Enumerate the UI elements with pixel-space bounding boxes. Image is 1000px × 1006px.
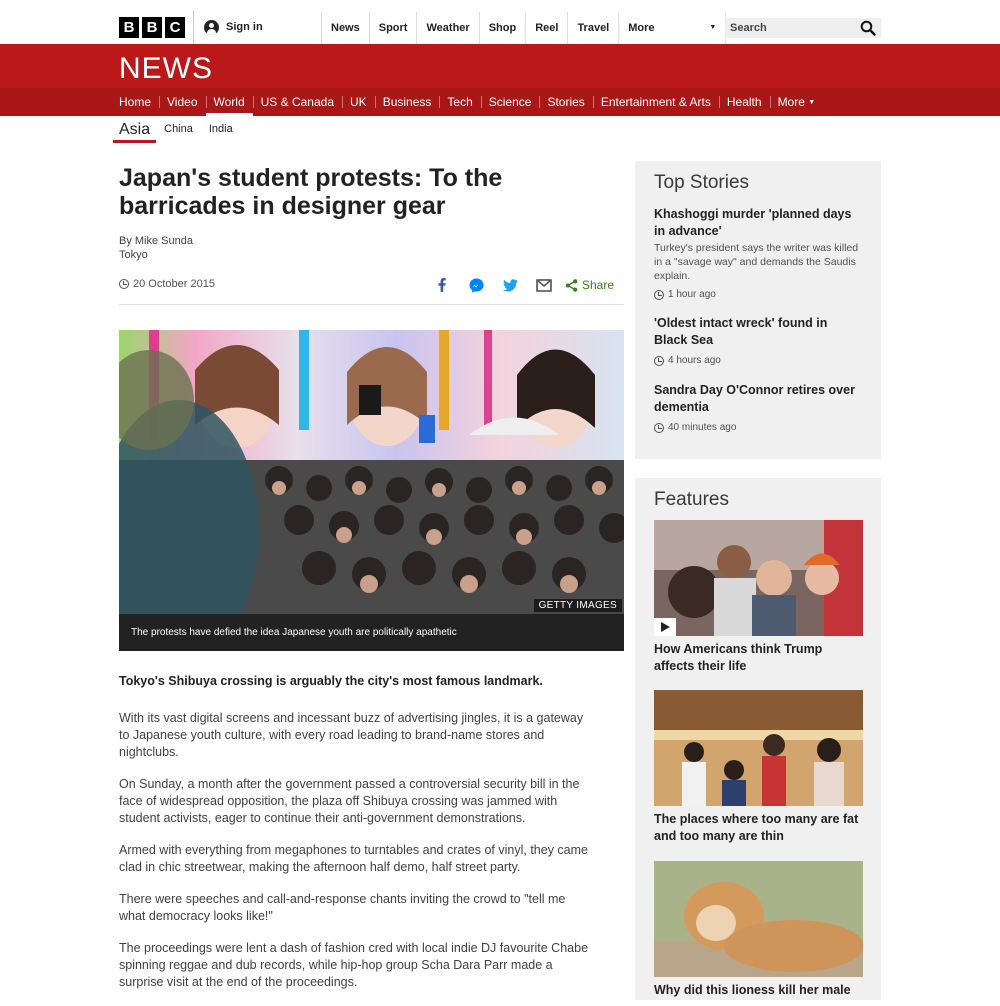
feature-title[interactable]: Why did this lioness kill her male [654, 983, 851, 997]
article-paragraph: There were speeches and call-and-response chants inviting the crowd to "tell me what democracy looks like!" [119, 892, 566, 923]
feature-image[interactable] [654, 861, 863, 977]
article-paragraph: On Sunday, a month after the government passed a controversial security bill in the face of widespread opposition, the plaza off Shibuya crossing was jammed with student activists, eager to continue their anti-government demonstrations. [119, 777, 580, 825]
top-stories-panel [635, 161, 881, 459]
section-nav-us-canada[interactable]: US & Canada [253, 88, 342, 116]
feature-image[interactable] [654, 520, 863, 636]
section-nav-entertainment[interactable]: Entertainment & Arts [593, 88, 719, 116]
clock-icon [654, 423, 664, 433]
feature-photo [654, 520, 863, 636]
article-date-text: 20 October 2015 [133, 278, 215, 290]
bbc-top-bar [0, 0, 1000, 44]
section-nav-world[interactable]: World [206, 88, 253, 116]
top-nav-news[interactable]: News [321, 12, 369, 44]
sub-nav-asia[interactable]: Asia [113, 117, 156, 143]
divider [119, 304, 624, 305]
top-story-time [654, 422, 862, 433]
feature-item [654, 690, 863, 845]
search-icon[interactable] [860, 20, 876, 36]
article-paragraph: With its vast digital screens and incessant buzz of advertising jingles, it is a gateway to Japanese youth culture, with every road leading to brand-name stores and nightclubs. [119, 711, 584, 759]
dropdown-arrow-icon: ▼ [709, 24, 717, 31]
section-nav-health[interactable]: Health [719, 88, 770, 116]
section-nav-video[interactable]: Video [159, 88, 205, 116]
section-nav-uk[interactable]: UK [342, 88, 375, 116]
top-story-item [654, 206, 862, 300]
hero-image[interactable] [119, 330, 624, 614]
twitter-icon[interactable] [493, 276, 527, 294]
article-paragraph: Armed with everything from megaphones to turntables and crates of vinyl, they came clad in chic streetwear, making the afternoon half demo, half street party. [119, 843, 588, 874]
top-nav-travel[interactable]: Travel [567, 12, 618, 44]
bbc-logo-letter: B [142, 17, 162, 38]
feature-title[interactable]: How Americans think Trump affects their life [654, 642, 823, 673]
feature-photo [654, 861, 863, 977]
share-tools [425, 276, 614, 294]
facebook-icon[interactable] [425, 276, 459, 294]
top-nav-weather[interactable]: Weather [416, 12, 478, 44]
account-icon [204, 20, 219, 35]
feature-title[interactable]: The places where too many are fat and too many are thin [654, 812, 859, 843]
clock-icon [654, 290, 664, 300]
section-nav-stories[interactable]: Stories [539, 88, 592, 116]
top-nav-more-label: More [628, 22, 655, 34]
sub-nav-china[interactable]: China [164, 123, 193, 135]
section-nav-more-label: More [777, 95, 805, 109]
sub-nav-india[interactable]: India [208, 123, 233, 135]
messenger-icon[interactable] [459, 276, 493, 294]
feature-item [654, 520, 863, 675]
sub-nav [113, 117, 241, 143]
sign-in-link[interactable] [193, 10, 263, 44]
share-label: Share [582, 278, 615, 292]
top-story-time-text: 1 hour ago [668, 289, 716, 300]
article-paragraph: The proceedings were lent a dash of fashion cred with local indie DJ favourite Chabe spinning reggae and dub records, while hip-hop group Scha Dara Parr made a surprise visit at the end of the proceedings. [119, 941, 589, 989]
top-story-item [654, 315, 862, 366]
features-panel [635, 478, 881, 1000]
top-nav [321, 12, 726, 44]
top-nav-more[interactable] [618, 12, 726, 44]
top-story-title[interactable]: 'Oldest intact wreck' found in Black Sea [654, 316, 828, 347]
news-wordmark[interactable]: NEWS [119, 52, 213, 85]
article-headline: Japan's student protests: To the barricades in designer gear [119, 164, 503, 220]
feature-image[interactable] [654, 690, 863, 806]
top-story-title[interactable]: Sandra Day O'Connor retires over dementia [654, 383, 855, 414]
clock-icon [654, 356, 664, 366]
top-story-time [654, 289, 862, 300]
email-icon[interactable] [527, 276, 561, 294]
top-story-item [654, 382, 862, 433]
bbc-logo-letter: B [119, 17, 139, 38]
dropdown-arrow-icon: ▼ [808, 98, 816, 106]
top-nav-sport[interactable]: Sport [369, 12, 417, 44]
news-masthead [0, 44, 1000, 88]
share-icon [565, 279, 578, 292]
top-story-time [654, 355, 862, 366]
image-caption: The protests have defied the idea Japanese youth are politically apathetic [119, 614, 624, 651]
feature-photo [654, 690, 863, 806]
section-nav-business[interactable]: Business [375, 88, 440, 116]
section-nav-home[interactable]: Home [119, 95, 152, 109]
search-input[interactable] [725, 18, 855, 38]
top-story-title[interactable]: Khashoggi murder 'planned days in advance' [654, 207, 852, 238]
image-credit: GETTY IMAGES [534, 599, 622, 612]
feature-item [654, 861, 863, 999]
article-body [119, 673, 589, 1006]
clock-icon [119, 279, 129, 289]
top-nav-reel[interactable]: Reel [525, 12, 567, 44]
section-nav [0, 88, 1000, 116]
bbc-logo-letter: C [165, 17, 185, 38]
bbc-logo[interactable] [119, 17, 185, 38]
top-story-time-text: 40 minutes ago [668, 422, 737, 433]
section-nav-tech[interactable]: Tech [439, 88, 480, 116]
author-location: Tokyo [119, 249, 148, 261]
search-box [725, 18, 881, 38]
author: By Mike Sunda [119, 235, 193, 247]
protest-crowd-photo [119, 330, 624, 614]
top-story-summary: Turkey's president says the writer was killed in a "savage way" and demands the Saudis explain. [654, 242, 859, 282]
section-nav-more[interactable] [770, 88, 824, 116]
features-heading: Features [654, 489, 729, 510]
top-nav-shop[interactable]: Shop [479, 12, 526, 44]
byline [119, 234, 193, 262]
top-story-time-text: 4 hours ago [668, 355, 721, 366]
play-video-icon[interactable] [654, 618, 676, 636]
share-button[interactable] [565, 278, 614, 292]
article-date [119, 278, 215, 290]
section-nav-science[interactable]: Science [481, 88, 540, 116]
sign-in-label: Sign in [226, 21, 263, 33]
top-stories-heading: Top Stories [654, 172, 750, 193]
article-lead: Tokyo's Shibuya crossing is arguably the city's most famous landmark. [119, 674, 543, 688]
